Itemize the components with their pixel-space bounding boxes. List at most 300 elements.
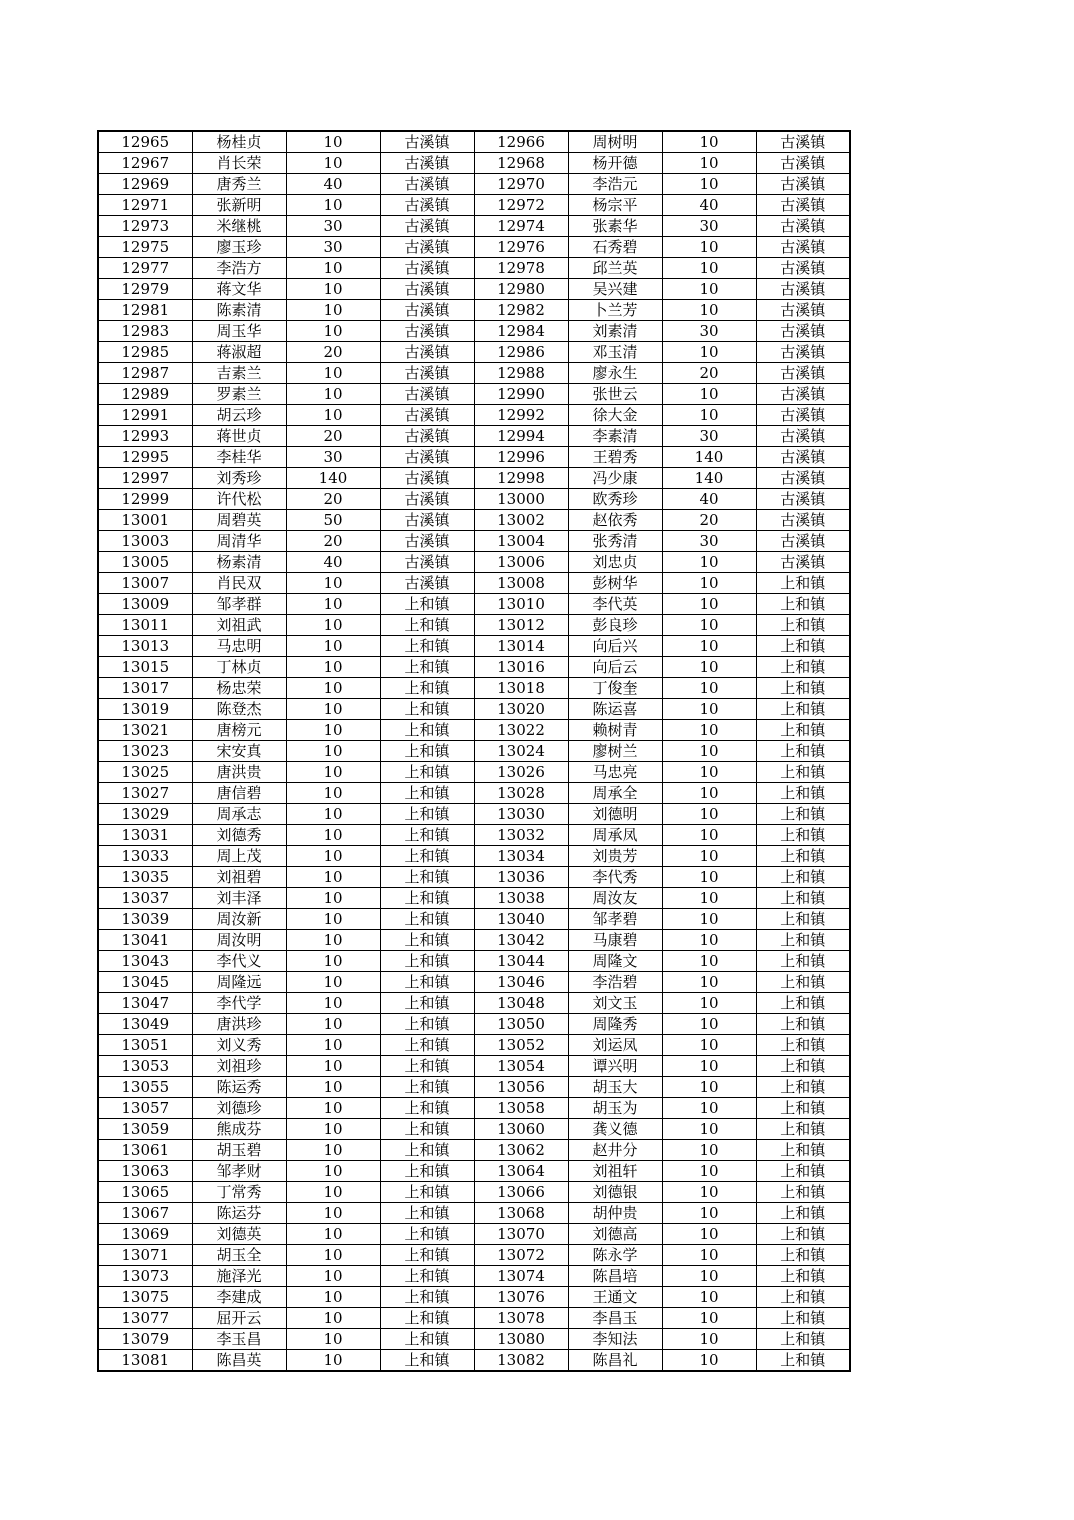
town-cell: 上和镇: [380, 1224, 474, 1245]
id-cell: 13031: [98, 825, 192, 846]
id-cell: 12971: [98, 195, 192, 216]
id-cell: 12997: [98, 468, 192, 489]
table-row: [98, 1203, 850, 1224]
name-cell: 邹孝群: [192, 594, 286, 615]
amount-cell: 10: [286, 1056, 380, 1077]
town-cell: 古溪镇: [756, 489, 850, 510]
town-cell: 上和镇: [380, 993, 474, 1014]
amount-cell: 10: [662, 1350, 756, 1372]
name-cell: 李代义: [192, 951, 286, 972]
id-cell: 13057: [98, 1098, 192, 1119]
name-cell: 罗素兰: [192, 384, 286, 405]
name-cell: 宋安真: [192, 741, 286, 762]
id-cell: 13080: [474, 1329, 568, 1350]
town-cell: 古溪镇: [380, 342, 474, 363]
id-cell: 13020: [474, 699, 568, 720]
amount-cell: 10: [662, 258, 756, 279]
amount-cell: 10: [286, 384, 380, 405]
name-cell: 周隆文: [568, 951, 662, 972]
town-cell: 古溪镇: [756, 405, 850, 426]
amount-cell: 10: [662, 1014, 756, 1035]
town-cell: 古溪镇: [380, 363, 474, 384]
id-cell: 13062: [474, 1140, 568, 1161]
table-row: [98, 1182, 850, 1203]
name-cell: 屈开云: [192, 1308, 286, 1329]
amount-cell: 30: [662, 216, 756, 237]
id-cell: 13034: [474, 846, 568, 867]
town-cell: 上和镇: [756, 741, 850, 762]
amount-cell: 10: [286, 972, 380, 993]
town-cell: 古溪镇: [380, 321, 474, 342]
town-cell: 上和镇: [380, 636, 474, 657]
table-row: [98, 825, 850, 846]
town-cell: 上和镇: [380, 1140, 474, 1161]
id-cell: 13073: [98, 1266, 192, 1287]
id-cell: 12967: [98, 153, 192, 174]
id-cell: 13021: [98, 720, 192, 741]
id-cell: 12991: [98, 405, 192, 426]
amount-cell: 10: [286, 657, 380, 678]
amount-cell: 10: [662, 699, 756, 720]
id-cell: 13038: [474, 888, 568, 909]
table-row: [98, 216, 850, 237]
table-row: [98, 1056, 850, 1077]
name-cell: 周汝友: [568, 888, 662, 909]
town-cell: 上和镇: [756, 1224, 850, 1245]
town-cell: 上和镇: [756, 1119, 850, 1140]
id-cell: 12970: [474, 174, 568, 195]
town-cell: 上和镇: [380, 1161, 474, 1182]
town-cell: 上和镇: [756, 930, 850, 951]
id-cell: 13075: [98, 1287, 192, 1308]
amount-cell: 10: [286, 1329, 380, 1350]
id-cell: 13014: [474, 636, 568, 657]
id-cell: 13056: [474, 1077, 568, 1098]
town-cell: 上和镇: [756, 1161, 850, 1182]
amount-cell: 10: [662, 1203, 756, 1224]
id-cell: 12987: [98, 363, 192, 384]
id-cell: 13024: [474, 741, 568, 762]
id-cell: 13017: [98, 678, 192, 699]
table-row: [98, 1161, 850, 1182]
table-row: [98, 1266, 850, 1287]
name-cell: 邱兰英: [568, 258, 662, 279]
amount-cell: 10: [286, 1119, 380, 1140]
amount-cell: 10: [662, 657, 756, 678]
table-row: [98, 1035, 850, 1056]
amount-cell: 10: [286, 909, 380, 930]
amount-cell: 40: [662, 489, 756, 510]
amount-cell: 10: [662, 825, 756, 846]
amount-cell: 10: [662, 1119, 756, 1140]
id-cell: 12972: [474, 195, 568, 216]
name-cell: 王碧秀: [568, 447, 662, 468]
id-cell: 13076: [474, 1287, 568, 1308]
town-cell: 古溪镇: [756, 342, 850, 363]
amount-cell: 10: [286, 762, 380, 783]
town-cell: 古溪镇: [380, 153, 474, 174]
town-cell: 上和镇: [380, 1056, 474, 1077]
name-cell: 陈昌礼: [568, 1350, 662, 1372]
name-cell: 李桂华: [192, 447, 286, 468]
amount-cell: 50: [286, 510, 380, 531]
town-cell: 上和镇: [756, 636, 850, 657]
town-cell: 古溪镇: [756, 195, 850, 216]
amount-cell: 10: [662, 804, 756, 825]
town-cell: 上和镇: [380, 1203, 474, 1224]
name-cell: 刘德珍: [192, 1098, 286, 1119]
amount-cell: 140: [662, 447, 756, 468]
amount-cell: 20: [662, 363, 756, 384]
town-cell: 上和镇: [756, 951, 850, 972]
name-cell: 丁林贞: [192, 657, 286, 678]
table-row: [98, 636, 850, 657]
amount-cell: 10: [662, 615, 756, 636]
id-cell: 13013: [98, 636, 192, 657]
name-cell: 彭良珍: [568, 615, 662, 636]
amount-cell: 10: [286, 1308, 380, 1329]
table-row: [98, 384, 850, 405]
town-cell: 上和镇: [380, 699, 474, 720]
name-cell: 陈运秀: [192, 1077, 286, 1098]
amount-cell: 10: [286, 636, 380, 657]
name-cell: 李代英: [568, 594, 662, 615]
id-cell: 12999: [98, 489, 192, 510]
town-cell: 上和镇: [756, 1350, 850, 1372]
amount-cell: 10: [662, 762, 756, 783]
name-cell: 邓玉清: [568, 342, 662, 363]
amount-cell: 10: [662, 720, 756, 741]
table-row: [98, 699, 850, 720]
name-cell: 马忠明: [192, 636, 286, 657]
table-row: [98, 762, 850, 783]
table-row: [98, 153, 850, 174]
amount-cell: 10: [662, 237, 756, 258]
id-cell: 13009: [98, 594, 192, 615]
table-row: [98, 468, 850, 489]
name-cell: 周清华: [192, 531, 286, 552]
name-cell: 刘贵芳: [568, 846, 662, 867]
id-cell: 13039: [98, 909, 192, 930]
id-cell: 12969: [98, 174, 192, 195]
town-cell: 上和镇: [756, 657, 850, 678]
name-cell: 杨桂贞: [192, 131, 286, 153]
name-cell: 刘义秀: [192, 1035, 286, 1056]
id-cell: 13060: [474, 1119, 568, 1140]
amount-cell: 10: [286, 993, 380, 1014]
amount-cell: 10: [662, 342, 756, 363]
name-cell: 周隆远: [192, 972, 286, 993]
town-cell: 古溪镇: [380, 237, 474, 258]
table-row: [98, 867, 850, 888]
town-cell: 上和镇: [756, 867, 850, 888]
id-cell: 12986: [474, 342, 568, 363]
id-cell: 13035: [98, 867, 192, 888]
amount-cell: 10: [286, 930, 380, 951]
table-row: [98, 951, 850, 972]
id-cell: 13003: [98, 531, 192, 552]
table-row: [98, 678, 850, 699]
town-cell: 古溪镇: [380, 573, 474, 594]
name-cell: 邹孝碧: [568, 909, 662, 930]
id-cell: 13069: [98, 1224, 192, 1245]
amount-cell: 10: [662, 1056, 756, 1077]
town-cell: 上和镇: [756, 783, 850, 804]
town-cell: 古溪镇: [380, 174, 474, 195]
id-cell: 12988: [474, 363, 568, 384]
name-cell: 熊成芬: [192, 1119, 286, 1140]
id-cell: 13049: [98, 1014, 192, 1035]
id-cell: 13050: [474, 1014, 568, 1035]
table-row: [98, 363, 850, 384]
id-cell: 13064: [474, 1161, 568, 1182]
id-cell: 13010: [474, 594, 568, 615]
id-cell: 13011: [98, 615, 192, 636]
town-cell: 古溪镇: [380, 468, 474, 489]
town-cell: 上和镇: [756, 720, 850, 741]
id-cell: 12966: [474, 131, 568, 153]
amount-cell: 10: [662, 783, 756, 804]
id-cell: 13071: [98, 1245, 192, 1266]
town-cell: 上和镇: [380, 594, 474, 615]
amount-cell: 10: [662, 279, 756, 300]
amount-cell: 10: [286, 1014, 380, 1035]
town-cell: 上和镇: [380, 1245, 474, 1266]
town-cell: 上和镇: [380, 720, 474, 741]
amount-cell: 10: [286, 783, 380, 804]
id-cell: 13026: [474, 762, 568, 783]
id-cell: 13079: [98, 1329, 192, 1350]
amount-cell: 10: [286, 1266, 380, 1287]
table-body: [98, 131, 850, 1371]
name-cell: 廖树兰: [568, 741, 662, 762]
amount-cell: 10: [286, 867, 380, 888]
table-row: [98, 1077, 850, 1098]
id-cell: 13046: [474, 972, 568, 993]
name-cell: 向后兴: [568, 636, 662, 657]
name-cell: 向后云: [568, 657, 662, 678]
table-row: [98, 1098, 850, 1119]
name-cell: 唐洪贵: [192, 762, 286, 783]
amount-cell: 30: [286, 237, 380, 258]
id-cell: 13067: [98, 1203, 192, 1224]
id-cell: 12974: [474, 216, 568, 237]
name-cell: 卜兰芳: [568, 300, 662, 321]
name-cell: 徐大金: [568, 405, 662, 426]
amount-cell: 10: [662, 174, 756, 195]
name-cell: 吉素兰: [192, 363, 286, 384]
amount-cell: 10: [662, 1287, 756, 1308]
id-cell: 13048: [474, 993, 568, 1014]
amount-cell: 10: [662, 1140, 756, 1161]
table-row: [98, 552, 850, 573]
town-cell: 上和镇: [380, 615, 474, 636]
id-cell: 13053: [98, 1056, 192, 1077]
name-cell: 马忠亮: [568, 762, 662, 783]
id-cell: 13025: [98, 762, 192, 783]
table-row: [98, 1119, 850, 1140]
name-cell: 李浩碧: [568, 972, 662, 993]
amount-cell: 10: [286, 153, 380, 174]
town-cell: 古溪镇: [756, 258, 850, 279]
amount-cell: 10: [662, 594, 756, 615]
amount-cell: 10: [662, 300, 756, 321]
id-cell: 13002: [474, 510, 568, 531]
amount-cell: 10: [286, 678, 380, 699]
id-cell: 12981: [98, 300, 192, 321]
town-cell: 上和镇: [756, 1098, 850, 1119]
amount-cell: 10: [662, 552, 756, 573]
name-cell: 陈运喜: [568, 699, 662, 720]
table-row: [98, 1014, 850, 1035]
town-cell: 古溪镇: [756, 237, 850, 258]
table-row: [98, 804, 850, 825]
amount-cell: 10: [662, 1077, 756, 1098]
id-cell: 13082: [474, 1350, 568, 1372]
id-cell: 12984: [474, 321, 568, 342]
town-cell: 上和镇: [756, 573, 850, 594]
name-cell: 龚义德: [568, 1119, 662, 1140]
table-row: [98, 1308, 850, 1329]
table-row: [98, 1224, 850, 1245]
id-cell: 12965: [98, 131, 192, 153]
id-cell: 13041: [98, 930, 192, 951]
town-cell: 上和镇: [380, 867, 474, 888]
amount-cell: 10: [286, 825, 380, 846]
amount-cell: 10: [662, 1266, 756, 1287]
amount-cell: 10: [662, 1161, 756, 1182]
table-row: [98, 1350, 850, 1372]
name-cell: 刘德银: [568, 1182, 662, 1203]
name-cell: 杨宗平: [568, 195, 662, 216]
name-cell: 谭兴明: [568, 1056, 662, 1077]
amount-cell: 10: [662, 1308, 756, 1329]
town-cell: 上和镇: [756, 1203, 850, 1224]
name-cell: 周上茂: [192, 846, 286, 867]
name-cell: 吴兴建: [568, 279, 662, 300]
town-cell: 古溪镇: [380, 489, 474, 510]
id-cell: 12983: [98, 321, 192, 342]
table-row: [98, 930, 850, 951]
table-row: [98, 993, 850, 1014]
name-cell: 张世云: [568, 384, 662, 405]
town-cell: 上和镇: [756, 1182, 850, 1203]
id-cell: 12998: [474, 468, 568, 489]
town-cell: 古溪镇: [380, 426, 474, 447]
name-cell: 冯少康: [568, 468, 662, 489]
amount-cell: 10: [286, 741, 380, 762]
name-cell: 周汝新: [192, 909, 286, 930]
town-cell: 上和镇: [380, 1329, 474, 1350]
name-cell: 李浩元: [568, 174, 662, 195]
name-cell: 张秀清: [568, 531, 662, 552]
id-cell: 13047: [98, 993, 192, 1014]
name-cell: 蒋文华: [192, 279, 286, 300]
amount-cell: 140: [662, 468, 756, 489]
amount-cell: 10: [286, 1350, 380, 1372]
amount-cell: 20: [286, 489, 380, 510]
amount-cell: 10: [286, 594, 380, 615]
name-cell: 唐榜元: [192, 720, 286, 741]
id-cell: 13077: [98, 1308, 192, 1329]
town-cell: 古溪镇: [756, 321, 850, 342]
name-cell: 刘德英: [192, 1224, 286, 1245]
name-cell: 刘素清: [568, 321, 662, 342]
name-cell: 赵依秀: [568, 510, 662, 531]
town-cell: 古溪镇: [380, 552, 474, 573]
id-cell: 12985: [98, 342, 192, 363]
table-row: [98, 1140, 850, 1161]
town-cell: 上和镇: [380, 1119, 474, 1140]
amount-cell: 10: [286, 1161, 380, 1182]
id-cell: 13065: [98, 1182, 192, 1203]
amount-cell: 40: [286, 552, 380, 573]
id-cell: 12978: [474, 258, 568, 279]
amount-cell: 10: [662, 846, 756, 867]
town-cell: 上和镇: [756, 1035, 850, 1056]
name-cell: 李素清: [568, 426, 662, 447]
name-cell: 李知法: [568, 1329, 662, 1350]
name-cell: 胡玉全: [192, 1245, 286, 1266]
town-cell: 上和镇: [380, 1098, 474, 1119]
table-row: [98, 1245, 850, 1266]
amount-cell: 10: [286, 951, 380, 972]
id-cell: 13044: [474, 951, 568, 972]
amount-cell: 10: [286, 888, 380, 909]
amount-cell: 140: [286, 468, 380, 489]
table-row: [98, 342, 850, 363]
town-cell: 上和镇: [756, 825, 850, 846]
name-cell: 廖永生: [568, 363, 662, 384]
town-cell: 上和镇: [380, 825, 474, 846]
id-cell: 13030: [474, 804, 568, 825]
id-cell: 13033: [98, 846, 192, 867]
town-cell: 古溪镇: [380, 131, 474, 153]
name-cell: 丁常秀: [192, 1182, 286, 1203]
town-cell: 上和镇: [756, 804, 850, 825]
amount-cell: 10: [286, 131, 380, 153]
amount-cell: 10: [286, 804, 380, 825]
town-cell: 上和镇: [756, 972, 850, 993]
id-cell: 13029: [98, 804, 192, 825]
id-cell: 13043: [98, 951, 192, 972]
name-cell: 周玉华: [192, 321, 286, 342]
town-cell: 上和镇: [380, 1287, 474, 1308]
id-cell: 13023: [98, 741, 192, 762]
amount-cell: 10: [662, 1329, 756, 1350]
town-cell: 上和镇: [756, 993, 850, 1014]
name-cell: 胡仲贵: [568, 1203, 662, 1224]
id-cell: 12982: [474, 300, 568, 321]
table-row: [98, 258, 850, 279]
table-row: [98, 174, 850, 195]
name-cell: 施泽光: [192, 1266, 286, 1287]
table-row: [98, 1329, 850, 1350]
name-cell: 李昌玉: [568, 1308, 662, 1329]
town-cell: 古溪镇: [756, 216, 850, 237]
id-cell: 13001: [98, 510, 192, 531]
town-cell: 古溪镇: [380, 258, 474, 279]
amount-cell: 10: [286, 258, 380, 279]
name-cell: 周承凤: [568, 825, 662, 846]
town-cell: 古溪镇: [756, 363, 850, 384]
town-cell: 古溪镇: [756, 153, 850, 174]
town-cell: 上和镇: [756, 909, 850, 930]
amount-cell: 10: [662, 153, 756, 174]
name-cell: 杨忠荣: [192, 678, 286, 699]
id-cell: 13054: [474, 1056, 568, 1077]
amount-cell: 10: [286, 1035, 380, 1056]
